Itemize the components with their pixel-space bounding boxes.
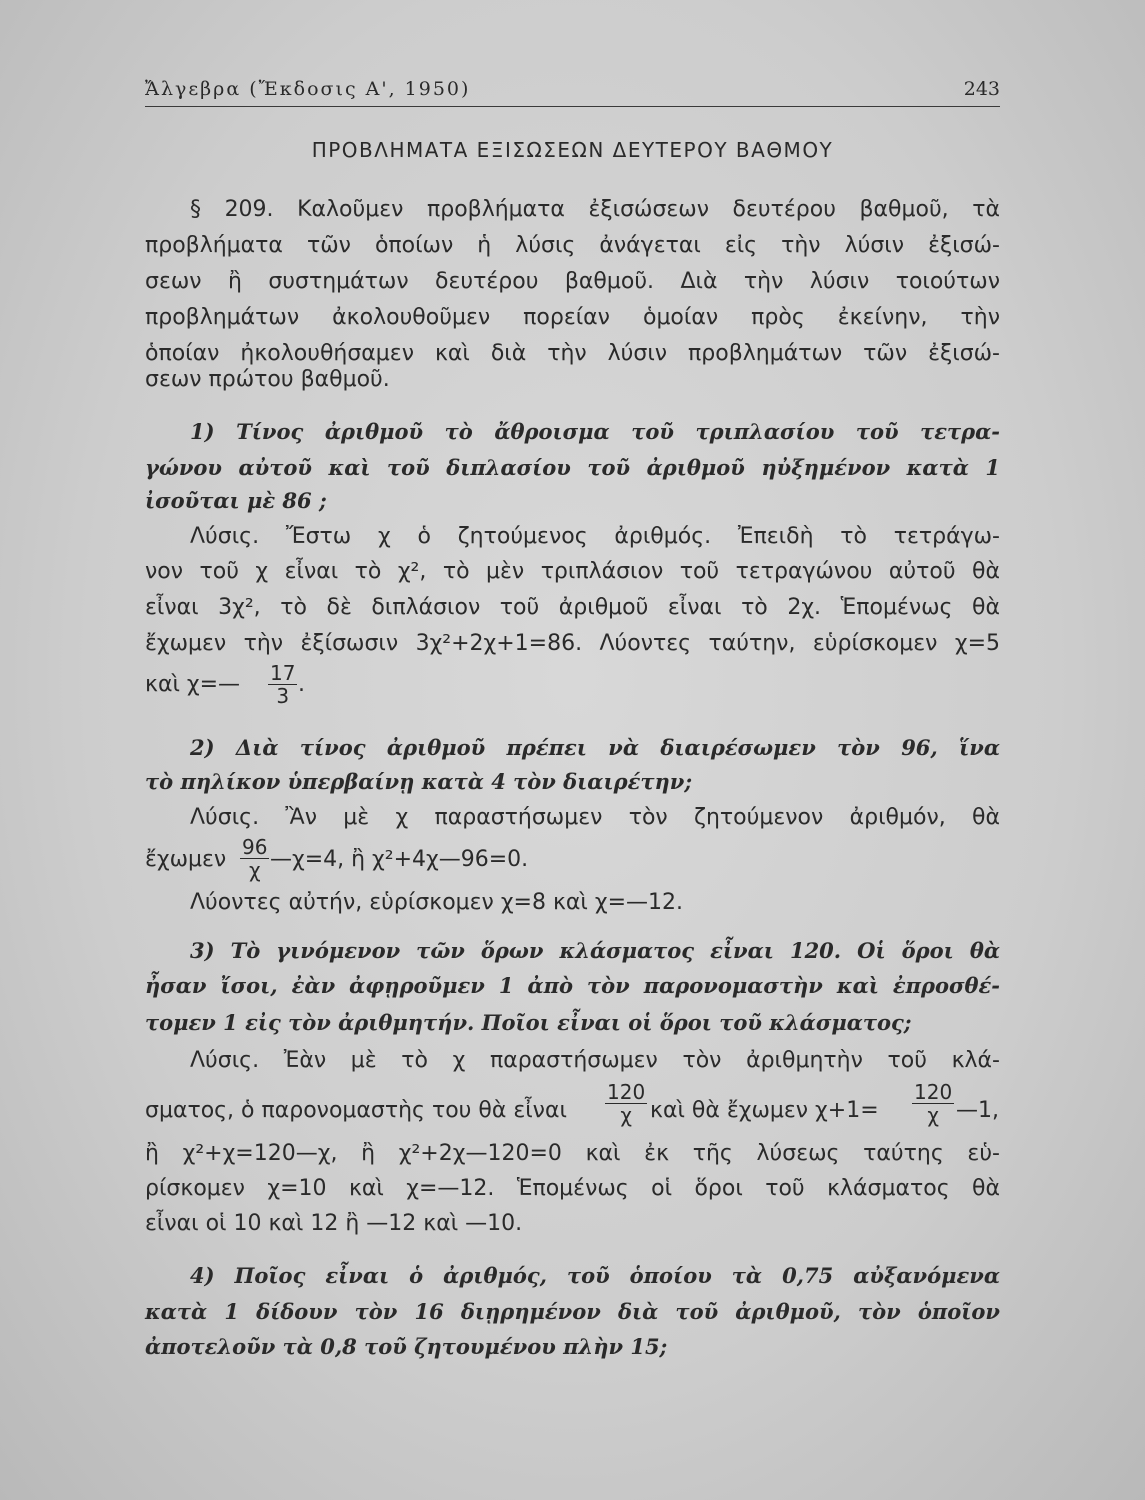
- fraction-denominator: χ: [927, 1103, 939, 1127]
- problem-2-question-line: 2) Διὰ τίνος ἀριθμοῦ πρέπει νὰ διαιρέσωμεν τὸν 96, ἵνα: [190, 735, 1000, 760]
- intro-line: προβλημάτων ἀκολουθοῦμεν πορείαν ὁμοίαν πρὸς ἐκείνην, τὴν: [145, 305, 1000, 330]
- problem-3-question-line: 3) Τὸ γινόμενον τῶν ὅρων κλάσματος εἶναι 120. Οἱ ὅροι θὰ: [190, 938, 1000, 963]
- intro-line: προβλήματα τῶν ὁποίων ἡ λύσις ἀνάγεται εἰς τὴν λύσιν ἐξισώ-: [145, 233, 1000, 258]
- problem-1-answer-suffix: .: [298, 672, 305, 697]
- problem-3-question-line: τομεν 1 εἰς τὸν ἀριθμητήν. Ποῖοι εἶναι οἱ ὅροι τοῦ κλάσματος;: [145, 1010, 912, 1035]
- problem-3-fraction-1: [605, 1081, 647, 1126]
- problem-2-question-line: τὸ πηλίκον ὑπερβαίνῃ κατὰ 4 τὸν διαιρέτην;: [145, 769, 693, 794]
- fraction-denominator: χ: [620, 1103, 632, 1127]
- problem-1-fraction: [268, 662, 297, 707]
- problem-2-solution-line: Λύσις. Ἂν μὲ χ παραστήσωμεν τὸν ζητούμενον ἀριθμόν, θὰ: [190, 805, 1000, 830]
- problem-1-solution-line: Λύσις. Ἔστω χ ὁ ζητούμενος ἀριθμός. Ἐπειδὴ τὸ τετράγω-: [190, 524, 1000, 549]
- problem-3-eq-text-c: —1,: [956, 1098, 999, 1123]
- problem-2-fraction: [240, 836, 269, 881]
- problem-1-solution-line: νον τοῦ χ εἶναι τὸ χ², τὸ μὲν τριπλάσιον τοῦ τετραγώνου αὐτοῦ θὰ: [145, 559, 1000, 584]
- problem-1-question-line: ἰσοῦται μὲ 86 ;: [145, 488, 327, 513]
- problem-3-eq-text-b: καὶ θὰ ἔχωμεν χ+1=: [650, 1098, 879, 1123]
- problem-2-solution-line: Λύοντες αὐτήν, εὑρίσκομεν χ=8 καὶ χ=—12.: [190, 890, 684, 915]
- problem-4-question-line: ἀποτελοῦν τὰ 0,8 τοῦ ζητουμένου πλὴν 15;: [145, 1334, 668, 1359]
- section-title: ΠΡΟΒΛΗΜΑΤΑ ΕΞΙΣΩΣΕΩΝ ΔΕΥΤΕΡΟΥ ΒΑΘΜΟΥ: [311, 138, 834, 162]
- problem-1-question-line: 1) Τίνος ἀριθμοῦ τὸ ἄθροισμα τοῦ τριπλασίου τοῦ τετρα-: [190, 419, 1000, 444]
- problem-2-equation: —χ=4, ἢ χ²+4χ—96=0.: [270, 847, 529, 872]
- page-number: 243: [963, 78, 1000, 100]
- fraction-numerator: 120: [607, 1080, 646, 1104]
- header-book-title: Ἄλγεβρα (Ἔκδοσις Α', 1950): [145, 78, 471, 100]
- fraction-denominator: χ: [248, 858, 261, 882]
- problem-4-question-line: κατὰ 1 δίδουν τὸν 16 διῃρημένον διὰ τοῦ ἀριθμοῦ, τὸν ὁποῖον: [145, 1299, 1000, 1324]
- fraction-denominator: 3: [276, 684, 290, 708]
- problem-2-eq-prefix: ἔχωμεν: [145, 847, 227, 872]
- fraction-numerator: 17: [270, 661, 296, 685]
- intro-line: σεων πρώτου βαθμοῦ.: [145, 367, 390, 392]
- problem-1-solution-line: ἔχωμεν τὴν ἐξίσωσιν 3χ²+2χ+1=86. Λύοντες ταύτην, εὑρίσκομεν χ=5: [145, 631, 1000, 656]
- problem-3-solution-line: ρίσκομεν χ=10 καὶ χ=—12. Ἑπομένως οἱ ὅροι τοῦ κλάσματος θὰ: [145, 1176, 1000, 1201]
- fraction-numerator: 120: [914, 1080, 953, 1104]
- problem-1-solution-line: εἶναι 3χ², τὸ δὲ διπλάσιον τοῦ ἀριθμοῦ εἶναι τὸ 2χ. Ἑπομένως θὰ: [145, 595, 1000, 620]
- problem-3-solution-line: Λύσις. Ἐὰν μὲ τὸ χ παραστήσωμεν τὸν ἀριθμητὴν τοῦ κλά-: [190, 1048, 1000, 1073]
- problem-3-question-line: ἦσαν ἴσοι, ἐὰν ἀφῃροῦμεν 1 ἀπὸ τὸν παρονομαστὴν καὶ ἐπροσθέ-: [145, 973, 1000, 998]
- problem-1-answer-prefix: καὶ χ=—: [145, 672, 241, 697]
- problem-3-fraction-2: [912, 1081, 954, 1126]
- problem-4-question-line: 4) Ποῖος εἶναι ὁ ἀριθμός, τοῦ ὁποίου τὰ 0,75 αὐξανόμενα: [190, 1263, 1000, 1288]
- running-header: [145, 76, 1000, 107]
- intro-line: σεων ἢ συστημάτων δευτέρου βαθμοῦ. Διὰ τὴν λύσιν τοιούτων: [145, 269, 1000, 294]
- fraction-numerator: 96: [242, 835, 268, 859]
- problem-3-solution-line: ἢ χ²+χ=120—χ, ἢ χ²+2χ—120=0 καὶ ἐκ τῆς λύσεως ταύτης εὑ-: [145, 1141, 1000, 1166]
- intro-line: § 209. Καλοῦμεν προβλήματα ἐξισώσεων δευτέρου βαθμοῦ, τὰ: [190, 197, 1000, 222]
- intro-line: ὁποίαν ἠκολουθήσαμεν καὶ διὰ τὴν λύσιν προβλημάτων τῶν ἐξισώ-: [145, 341, 1000, 366]
- problem-3-eq-text-a: σματος, ὁ παρονομαστὴς του θὰ εἶναι: [145, 1098, 567, 1123]
- problem-1-question-line: γώνου αὐτοῦ καὶ τοῦ διπλασίου τοῦ ἀριθμοῦ ηὐξημένον κατὰ 1: [145, 455, 1000, 480]
- problem-3-solution-line: εἶναι οἱ 10 καὶ 12 ἢ —12 καὶ —10.: [145, 1211, 523, 1236]
